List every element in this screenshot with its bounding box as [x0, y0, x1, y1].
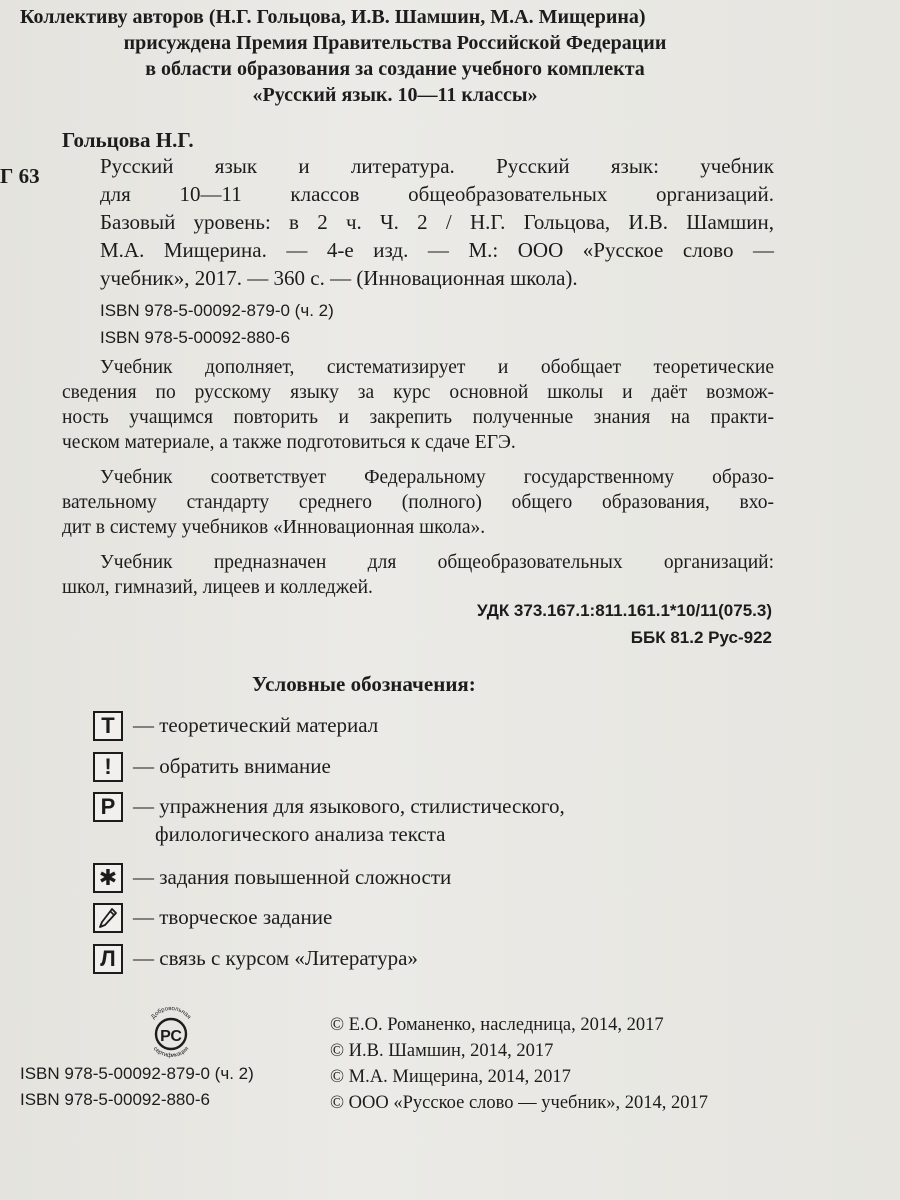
theory-symbol-icon: Т: [93, 711, 123, 741]
annotation-line: ность учащимся повторить и закрепить полученные знания на практи-: [62, 407, 774, 428]
attention-symbol-icon: !: [93, 752, 123, 782]
copyright-line: © Е.О. Романенко, наследница, 2014, 2017: [330, 1015, 664, 1035]
catalog-author-heading: Гольцова Н.Г.: [62, 128, 194, 152]
biblio-line: Базовый уровень: в 2 ч. Ч. 2 / Н.Г. Гольцова, И.В. Шамшин,: [100, 210, 774, 234]
isbn-part: ISBN 978-5-00092-879-0 (ч. 2): [20, 1064, 254, 1083]
logo-top-text: Добровольная: [150, 1005, 192, 1021]
biblio-line: для 10—11 классов общеобразовательных организаций.: [100, 182, 774, 206]
annotation-paragraph: [62, 550, 774, 600]
exercise-symbol-icon: Р: [93, 792, 123, 822]
literature-symbol-icon: Л: [93, 944, 123, 974]
copyright-line: © ООО «Русское слово — учебник», 2014, 2017: [330, 1093, 708, 1113]
award-notice: [0, 4, 790, 108]
asterisk-symbol-icon: ✱: [93, 863, 123, 893]
legend-item-text-continued: филологического анализа текста: [155, 822, 446, 846]
udk-code: УДК 373.167.1:811.161.1*10/11(075.3): [477, 601, 772, 620]
legend-item-text: — связь с курсом «Литература»: [133, 946, 418, 970]
legend-item-text: — упражнения для языкового, стилистического,: [133, 794, 565, 818]
bibliographic-description: [100, 152, 774, 292]
classification-codes: [477, 597, 772, 651]
copyright-line: © И.В. Шамшин, 2014, 2017: [330, 1041, 554, 1061]
pencil-icon: [93, 903, 123, 933]
isbn-part: ISBN 978-5-00092-879-0 (ч. 2): [100, 301, 334, 320]
legend-item-text: — теоретический материал: [133, 713, 379, 737]
copyright-line: © М.А. Мищерина, 2014, 2017: [330, 1067, 571, 1087]
annotation-line: Учебник соответствует Федеральному государственному образо-: [100, 467, 774, 488]
biblio-line: М.А. Мищерина. — 4-е изд. — М.: ООО «Русское слово —: [100, 238, 774, 262]
award-line: Коллективу авторов (Н.Г. Гольцова, И.В. Шамшин, М.А. Мищерина): [20, 6, 646, 28]
annotation-line: вательному стандарту среднего (полного) общего образования, вхо-: [62, 492, 774, 513]
annotation-line: школ, гимназий, лицеев и колледжей.: [62, 577, 373, 598]
isbn-set: ISBN 978-5-00092-880-6: [100, 328, 290, 347]
biblio-line: Русский язык и литература. Русский язык: учебник: [100, 154, 774, 178]
bbk-code: ББК 81.2 Рус-922: [630, 628, 772, 647]
catalog-author-code: Г 63: [0, 164, 40, 188]
isbn-set: ISBN 978-5-00092-880-6: [20, 1090, 210, 1109]
annotation: [62, 355, 774, 610]
annotation-paragraph: [62, 355, 774, 455]
annotation-line: ческом материале, а также подготовиться к сдаче ЕГЭ.: [62, 432, 516, 453]
annotation-line: дит в систему учебников «Инновационная школа».: [62, 517, 486, 538]
annotation-line: Учебник дополняет, систематизирует и обобщает теоретические: [100, 357, 774, 378]
annotation-line: сведения по русскому языку за курс основной школы и даёт возмож-: [62, 382, 774, 403]
award-line: присуждена Премия Правительства Российской Федерации: [123, 32, 667, 54]
legend-item-text: — обратить внимание: [133, 754, 331, 778]
annotation-paragraph: [62, 465, 774, 540]
award-line: в области образования за создание учебного комплекта: [145, 58, 645, 80]
award-line: «Русский язык. 10—11 классы»: [252, 84, 538, 106]
logo-bottom-text: сертификация: [151, 1045, 191, 1060]
legend-title: Условные обозначения:: [252, 672, 476, 696]
annotation-line: Учебник предназначен для общеобразовательных организаций:: [100, 552, 774, 573]
biblio-line: учебник», 2017. — 360 с. — (Инновационная школа).: [100, 266, 578, 290]
bottom-isbn-list: [20, 1061, 254, 1113]
rst-certification-icon: [140, 1000, 202, 1062]
copyright-list: [330, 1012, 708, 1116]
legend-item-text: — творческое задание: [133, 905, 333, 929]
logo-letters: РС: [160, 1028, 182, 1045]
legend-item-text: — задания повышенной сложности: [133, 865, 452, 889]
catalog-isbn-list: [100, 297, 334, 351]
